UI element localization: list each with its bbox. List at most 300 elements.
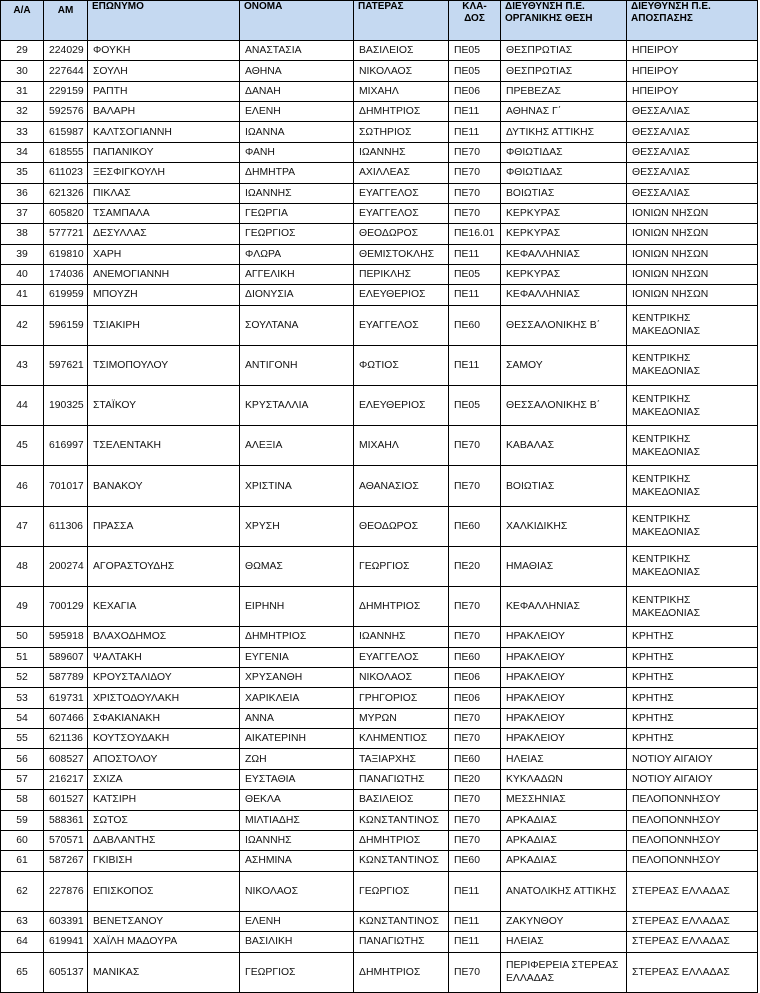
cell-father-name: ΙΩΑΝΝΗΣ: [354, 627, 449, 647]
table-header: [1, 1, 758, 41]
cell-surname: ΤΣΙΜΟΠΟΥΛΟΥ: [88, 345, 240, 385]
cell-registry-number: 619959: [44, 285, 88, 305]
cell-father-name: ΚΩΝΣΤΑΝΤΙΝΟΣ: [354, 911, 449, 931]
cell-surname: ΒΑΛΑΡΗ: [88, 102, 240, 122]
cell-specialty: ΠΕ70: [449, 183, 501, 203]
cell-specialty: ΠΕ70: [449, 729, 501, 749]
table-row: [1, 871, 758, 911]
cell-father-name: ΦΩΤΙΟΣ: [354, 345, 449, 385]
cell-secondment-directorate: ΚΕΝΤΡΙΚΗΣ ΜΑΚΕΔΟΝΙΑΣ: [627, 466, 758, 506]
cell-specialty: ΠΕ70: [449, 790, 501, 810]
cell-secondment-directorate: ΚΕΝΤΡΙΚΗΣ ΜΑΚΕΔΟΝΙΑΣ: [627, 587, 758, 627]
cell-specialty: ΠΕ70: [449, 142, 501, 162]
cell-surname: ΣΟΥΛΗ: [88, 61, 240, 81]
cell-secondment-directorate: ΗΠΕΙΡΟΥ: [627, 41, 758, 61]
table-body: [1, 41, 758, 993]
cell-father-name: ΘΕΟΔΩΡΟΣ: [354, 506, 449, 546]
cell-first-name: ΕΥΣΤΑΘΙΑ: [240, 769, 354, 789]
cell-secondment-directorate: ΚΕΝΤΡΙΚΗΣ ΜΑΚΕΔΟΝΙΑΣ: [627, 426, 758, 466]
cell-first-name: ΧΡΥΣΑΝΘΗ: [240, 668, 354, 688]
header-specialty: ΚΛΑ- ΔΟΣ: [449, 1, 501, 41]
table-row: [1, 466, 758, 506]
cell-home-directorate: ΗΛΕΙΑΣ: [501, 932, 627, 952]
cell-home-directorate: ΔΥΤΙΚΗΣ ΑΤΤΙΚΗΣ: [501, 122, 627, 142]
cell-first-name: ΑΝΝΑ: [240, 708, 354, 728]
cell-home-directorate: ΚΥΚΛΑΔΩΝ: [501, 769, 627, 789]
cell-home-directorate: ΗΡΑΚΛΕΙΟΥ: [501, 627, 627, 647]
cell-registry-number: 174036: [44, 264, 88, 284]
cell-specialty: ΠΕ05: [449, 61, 501, 81]
cell-first-name: ΔΗΜΗΤΡΑ: [240, 163, 354, 183]
cell-row-number: 57: [1, 769, 44, 789]
table-row: [1, 183, 758, 203]
cell-first-name: ΙΩΑΝΝΗΣ: [240, 830, 354, 850]
header-father-name: ΠΑΤΕΡΑΣ: [354, 1, 449, 41]
cell-home-directorate: ΖΑΚΥΝΘΟΥ: [501, 911, 627, 931]
cell-first-name: ΑΓΓΕΛΙΚΗ: [240, 264, 354, 284]
cell-secondment-directorate: ΚΡΗΤΗΣ: [627, 627, 758, 647]
cell-specialty: ΠΕ06: [449, 81, 501, 101]
cell-specialty: ΠΕ70: [449, 708, 501, 728]
cell-surname: ΜΠΟΥΖΗ: [88, 285, 240, 305]
table-row: [1, 749, 758, 769]
cell-father-name: ΜΥΡΩΝ: [354, 708, 449, 728]
cell-surname: ΒΑΝΑΚΟΥ: [88, 466, 240, 506]
cell-registry-number: 200274: [44, 546, 88, 586]
cell-specialty: ΠΕ11: [449, 285, 501, 305]
cell-surname: ΧΑΡΗ: [88, 244, 240, 264]
cell-surname: ΚΕΧΑΓΙΑ: [88, 587, 240, 627]
cell-secondment-directorate: ΝΟΤΙΟΥ ΑΙΓΑΙΟΥ: [627, 769, 758, 789]
header-am: ΑΜ: [44, 1, 88, 41]
header-secondment-directorate: ΔΙΕΥΘΥΝΣΗ Π.Ε. ΑΠΟΣΠΑΣΗΣ: [627, 1, 758, 41]
cell-row-number: 53: [1, 688, 44, 708]
cell-specialty: ΠΕ11: [449, 345, 501, 385]
cell-row-number: 61: [1, 851, 44, 871]
cell-row-number: 32: [1, 102, 44, 122]
cell-home-directorate: ΣΑΜΟΥ: [501, 345, 627, 385]
cell-secondment-directorate: ΚΡΗΤΗΣ: [627, 647, 758, 667]
cell-father-name: ΕΥΑΓΓΕΛΟΣ: [354, 183, 449, 203]
cell-specialty: ΠΕ05: [449, 264, 501, 284]
cell-secondment-directorate: ΚΡΗΤΗΣ: [627, 708, 758, 728]
cell-surname: ΔΑΒΛΑΝΤΗΣ: [88, 830, 240, 850]
cell-registry-number: 619941: [44, 932, 88, 952]
cell-secondment-directorate: ΚΕΝΤΡΙΚΗΣ ΜΑΚΕΔΟΝΙΑΣ: [627, 345, 758, 385]
cell-first-name: ΚΡΥΣΤΑΛΛΙΑ: [240, 386, 354, 426]
cell-home-directorate: ΧΑΛΚΙΔΙΚΗΣ: [501, 506, 627, 546]
cell-first-name: ΒΑΣΙΛΙΚΗ: [240, 932, 354, 952]
cell-secondment-directorate: ΙΟΝΙΩΝ ΝΗΣΩΝ: [627, 285, 758, 305]
table-row: [1, 647, 758, 667]
cell-home-directorate: ΗΛΕΙΑΣ: [501, 749, 627, 769]
cell-first-name: ΕΛΕΝΗ: [240, 102, 354, 122]
cell-father-name: ΠΑΝΑΓΙΩΤΗΣ: [354, 769, 449, 789]
table-row: [1, 790, 758, 810]
cell-surname: ΨΑΛΤΑΚΗ: [88, 647, 240, 667]
cell-first-name: ΣΟΥΛΤΑΝΑ: [240, 305, 354, 345]
cell-registry-number: 596159: [44, 305, 88, 345]
cell-father-name: ΣΩΤΗΡΙΟΣ: [354, 122, 449, 142]
cell-row-number: 37: [1, 203, 44, 223]
cell-specialty: ΠΕ60: [449, 647, 501, 667]
cell-row-number: 50: [1, 627, 44, 647]
cell-father-name: ΜΙΧΑΗΛ: [354, 426, 449, 466]
cell-secondment-directorate: ΣΤΕΡΕΑΣ ΕΛΛΑΔΑΣ: [627, 952, 758, 992]
cell-home-directorate: ΚΕΦΑΛΛΗΝΙΑΣ: [501, 587, 627, 627]
table-row: [1, 587, 758, 627]
cell-father-name: ΝΙΚΟΛΑΟΣ: [354, 61, 449, 81]
cell-surname: ΚΑΛΤΣΟΓΙΑΝΝΗ: [88, 122, 240, 142]
cell-home-directorate: ΑΘΗΝΑΣ Γ΄: [501, 102, 627, 122]
cell-row-number: 52: [1, 668, 44, 688]
cell-first-name: ΔΗΜΗΤΡΙΟΣ: [240, 627, 354, 647]
cell-specialty: ΠΕ11: [449, 911, 501, 931]
cell-surname: ΧΑΪΛΗ ΜΑΔΟΥΡΑ: [88, 932, 240, 952]
cell-home-directorate: ΜΕΣΣΗΝΙΑΣ: [501, 790, 627, 810]
cell-home-directorate: ΘΕΣΣΑΛΟΝΙΚΗΣ Β΄: [501, 386, 627, 426]
cell-surname: ΣΩΤΟΣ: [88, 810, 240, 830]
cell-first-name: ΑΘΗΝΑ: [240, 61, 354, 81]
cell-first-name: ΑΙΚΑΤΕΡΙΝΗ: [240, 729, 354, 749]
table-row: [1, 851, 758, 871]
cell-registry-number: 611023: [44, 163, 88, 183]
cell-registry-number: 216217: [44, 769, 88, 789]
cell-row-number: 63: [1, 911, 44, 931]
cell-registry-number: 577721: [44, 224, 88, 244]
table-row: [1, 244, 758, 264]
cell-registry-number: 587267: [44, 851, 88, 871]
cell-specialty: ΠΕ05: [449, 386, 501, 426]
cell-specialty: ΠΕ70: [449, 426, 501, 466]
table-row: [1, 81, 758, 101]
cell-home-directorate: ΚΕΡΚΥΡΑΣ: [501, 264, 627, 284]
cell-specialty: ΠΕ20: [449, 769, 501, 789]
header-row: [1, 1, 758, 41]
cell-father-name: ΓΕΩΡΓΙΟΣ: [354, 871, 449, 911]
cell-first-name: ΦΑΝΗ: [240, 142, 354, 162]
cell-surname: ΣΤΑΪΚΟΥ: [88, 386, 240, 426]
cell-first-name: ΖΩΗ: [240, 749, 354, 769]
cell-row-number: 41: [1, 285, 44, 305]
cell-row-number: 34: [1, 142, 44, 162]
cell-first-name: ΑΝΤΙΓΟΝΗ: [240, 345, 354, 385]
cell-secondment-directorate: ΙΟΝΙΩΝ ΝΗΣΩΝ: [627, 224, 758, 244]
cell-row-number: 59: [1, 810, 44, 830]
cell-row-number: 54: [1, 708, 44, 728]
cell-row-number: 43: [1, 345, 44, 385]
cell-registry-number: 605137: [44, 952, 88, 992]
cell-registry-number: 605820: [44, 203, 88, 223]
cell-registry-number: 227644: [44, 61, 88, 81]
cell-surname: ΤΣΑΜΠΑΛΑ: [88, 203, 240, 223]
cell-surname: ΕΠΙΣΚΟΠΟΣ: [88, 871, 240, 911]
cell-specialty: ΠΕ20: [449, 546, 501, 586]
cell-home-directorate: ΑΡΚΑΔΙΑΣ: [501, 851, 627, 871]
cell-registry-number: 595918: [44, 627, 88, 647]
header-home-directorate: ΔΙΕΥΘΥΝΣΗ Π.Ε. ΟΡΓΑΝΙΚΗΣ ΘΕΣΗ: [501, 1, 627, 41]
cell-first-name: ΕΥΓΕΝΙΑ: [240, 647, 354, 667]
cell-secondment-directorate: ΗΠΕΙΡΟΥ: [627, 61, 758, 81]
cell-specialty: ΠΕ06: [449, 668, 501, 688]
cell-father-name: ΕΛΕΥΘΕΡΙΟΣ: [354, 386, 449, 426]
cell-surname: ΧΡΙΣΤΟΔΟΥΛΑΚΗ: [88, 688, 240, 708]
cell-father-name: ΑΧΙΛΛΕΑΣ: [354, 163, 449, 183]
cell-father-name: ΔΗΜΗΤΡΙΟΣ: [354, 587, 449, 627]
cell-first-name: ΧΡΙΣΤΙΝΑ: [240, 466, 354, 506]
cell-row-number: 40: [1, 264, 44, 284]
cell-home-directorate: ΦΘΙΩΤΙΔΑΣ: [501, 142, 627, 162]
table-row: [1, 142, 758, 162]
cell-row-number: 47: [1, 506, 44, 546]
cell-surname: ΠΙΚΛΑΣ: [88, 183, 240, 203]
cell-row-number: 60: [1, 830, 44, 850]
table-row: [1, 932, 758, 952]
table-row: [1, 708, 758, 728]
cell-registry-number: 592576: [44, 102, 88, 122]
cell-row-number: 46: [1, 466, 44, 506]
header-surname: ΕΠΩΝΥΜΟ: [88, 1, 240, 41]
cell-father-name: ΑΘΑΝΑΣΙΟΣ: [354, 466, 449, 506]
cell-home-directorate: ΚΕΦΑΛΛΗΝΙΑΣ: [501, 244, 627, 264]
cell-row-number: 42: [1, 305, 44, 345]
cell-secondment-directorate: ΝΟΤΙΟΥ ΑΙΓΑΙΟΥ: [627, 749, 758, 769]
header-aa: Α/Α: [1, 1, 44, 41]
cell-row-number: 35: [1, 163, 44, 183]
cell-father-name: ΝΙΚΟΛΑΟΣ: [354, 668, 449, 688]
cell-first-name: ΓΕΩΡΓΙΟΣ: [240, 952, 354, 992]
cell-surname: ΑΓΟΡΑΣΤΟΥΔΗΣ: [88, 546, 240, 586]
cell-specialty: ΠΕ11: [449, 932, 501, 952]
cell-home-directorate: ΗΡΑΚΛΕΙΟΥ: [501, 668, 627, 688]
cell-registry-number: 608527: [44, 749, 88, 769]
table-row: [1, 122, 758, 142]
cell-first-name: ΘΩΜΑΣ: [240, 546, 354, 586]
cell-specialty: ΠΕ11: [449, 244, 501, 264]
cell-home-directorate: ΗΜΑΘΙΑΣ: [501, 546, 627, 586]
cell-father-name: ΘΕΜΙΣΤΟΚΛΗΣ: [354, 244, 449, 264]
table-row: [1, 830, 758, 850]
cell-surname: ΡΑΠΤΗ: [88, 81, 240, 101]
cell-registry-number: 190325: [44, 386, 88, 426]
cell-home-directorate: ΠΕΡΙΦΕΡΕΙΑ ΣΤΕΡΕΑΣ ΕΛΛΑΔΑΣ: [501, 952, 627, 992]
cell-father-name: ΔΗΜΗΤΡΙΟΣ: [354, 952, 449, 992]
cell-surname: ΠΡΑΣΣΑ: [88, 506, 240, 546]
cell-father-name: ΕΥΑΓΓΕΛΟΣ: [354, 203, 449, 223]
cell-surname: ΦΟΥΚΗ: [88, 41, 240, 61]
cell-secondment-directorate: ΘΕΣΣΑΛΙΑΣ: [627, 142, 758, 162]
cell-secondment-directorate: ΘΕΣΣΑΛΙΑΣ: [627, 102, 758, 122]
table-row: [1, 688, 758, 708]
table-row: [1, 426, 758, 466]
cell-home-directorate: ΘΕΣΠΡΩΤΙΑΣ: [501, 61, 627, 81]
cell-first-name: ΙΩΑΝΝΗΣ: [240, 183, 354, 203]
cell-specialty: ΠΕ11: [449, 122, 501, 142]
header-first-name: ΟΝΟΜΑ: [240, 1, 354, 41]
cell-secondment-directorate: ΠΕΛΟΠΟΝΝΗΣΟΥ: [627, 830, 758, 850]
cell-registry-number: 224029: [44, 41, 88, 61]
cell-first-name: ΧΡΥΣΗ: [240, 506, 354, 546]
cell-father-name: ΚΩΝΣΤΑΝΤΙΝΟΣ: [354, 810, 449, 830]
cell-father-name: ΕΥΑΓΓΕΛΟΣ: [354, 647, 449, 667]
cell-row-number: 58: [1, 790, 44, 810]
cell-specialty: ΠΕ70: [449, 587, 501, 627]
cell-secondment-directorate: ΠΕΛΟΠΟΝΝΗΣΟΥ: [627, 810, 758, 830]
table-row: [1, 61, 758, 81]
cell-home-directorate: ΘΕΣΠΡΩΤΙΑΣ: [501, 41, 627, 61]
cell-home-directorate: ΚΕΡΚΥΡΑΣ: [501, 203, 627, 223]
cell-surname: ΞΕΣΦΙΓΚΟΥΛΗ: [88, 163, 240, 183]
cell-home-directorate: ΗΡΑΚΛΕΙΟΥ: [501, 729, 627, 749]
cell-father-name: ΔΗΜΗΤΡΙΟΣ: [354, 102, 449, 122]
cell-row-number: 30: [1, 61, 44, 81]
cell-row-number: 45: [1, 426, 44, 466]
table-row: [1, 546, 758, 586]
cell-home-directorate: ΚΑΒΑΛΑΣ: [501, 426, 627, 466]
cell-home-directorate: ΑΝΑΤΟΛΙΚΗΣ ΑΤΤΙΚΗΣ: [501, 871, 627, 911]
cell-specialty: ΠΕ16.01: [449, 224, 501, 244]
cell-row-number: 36: [1, 183, 44, 203]
cell-row-number: 62: [1, 871, 44, 911]
cell-secondment-directorate: ΠΕΛΟΠΟΝΝΗΣΟΥ: [627, 790, 758, 810]
table-row: [1, 769, 758, 789]
cell-first-name: ΜΙΛΤΙΑΔΗΣ: [240, 810, 354, 830]
cell-surname: ΠΑΠΑΝΙΚΟΥ: [88, 142, 240, 162]
cell-home-directorate: ΗΡΑΚΛΕΙΟΥ: [501, 708, 627, 728]
cell-row-number: 51: [1, 647, 44, 667]
cell-first-name: ΑΣΗΜΙΝΑ: [240, 851, 354, 871]
cell-row-number: 65: [1, 952, 44, 992]
cell-specialty: ΠΕ60: [449, 305, 501, 345]
cell-row-number: 38: [1, 224, 44, 244]
cell-first-name: ΑΝΑΣΤΑΣΙΑ: [240, 41, 354, 61]
cell-surname: ΓΚΙΒΙΣΗ: [88, 851, 240, 871]
cell-secondment-directorate: ΙΟΝΙΩΝ ΝΗΣΩΝ: [627, 264, 758, 284]
cell-row-number: 64: [1, 932, 44, 952]
cell-registry-number: 621326: [44, 183, 88, 203]
cell-secondment-directorate: ΚΕΝΤΡΙΚΗΣ ΜΑΚΕΔΟΝΙΑΣ: [627, 506, 758, 546]
cell-home-directorate: ΚΕΦΑΛΛΗΝΙΑΣ: [501, 285, 627, 305]
table-row: [1, 102, 758, 122]
table-row: [1, 952, 758, 992]
cell-registry-number: 616997: [44, 426, 88, 466]
cell-surname: ΚΑΤΣΙΡΗ: [88, 790, 240, 810]
cell-father-name: ΙΩΑΝΝΗΣ: [354, 142, 449, 162]
table-row: [1, 386, 758, 426]
cell-first-name: ΑΛΕΞΙΑ: [240, 426, 354, 466]
cell-specialty: ΠΕ70: [449, 830, 501, 850]
cell-registry-number: 607466: [44, 708, 88, 728]
cell-father-name: ΚΛΗΜΕΝΤΙΟΣ: [354, 729, 449, 749]
cell-specialty: ΠΕ70: [449, 627, 501, 647]
cell-secondment-directorate: ΣΤΕΡΕΑΣ ΕΛΛΑΔΑΣ: [627, 932, 758, 952]
cell-surname: ΣΧΙΖΑ: [88, 769, 240, 789]
cell-specialty: ΠΕ05: [449, 41, 501, 61]
cell-secondment-directorate: ΣΤΕΡΕΑΣ ΕΛΛΑΔΑΣ: [627, 911, 758, 931]
cell-registry-number: 229159: [44, 81, 88, 101]
cell-home-directorate: ΚΕΡΚΥΡΑΣ: [501, 224, 627, 244]
table-row: [1, 163, 758, 183]
cell-father-name: ΠΕΡΙΚΛΗΣ: [354, 264, 449, 284]
cell-specialty: ΠΕ70: [449, 810, 501, 830]
table-row: [1, 264, 758, 284]
cell-specialty: ΠΕ70: [449, 466, 501, 506]
cell-surname: ΚΡΟΥΣΤΑΛΙΔΟΥ: [88, 668, 240, 688]
cell-father-name: ΔΗΜΗΤΡΙΟΣ: [354, 830, 449, 850]
table-row: [1, 729, 758, 749]
cell-surname: ΤΣΕΛΕΝΤΑΚΗ: [88, 426, 240, 466]
cell-surname: ΣΦΑΚΙΑΝΑΚΗ: [88, 708, 240, 728]
cell-row-number: 44: [1, 386, 44, 426]
cell-row-number: 56: [1, 749, 44, 769]
cell-secondment-directorate: ΚΡΗΤΗΣ: [627, 668, 758, 688]
cell-first-name: ΔΑΝΑΗ: [240, 81, 354, 101]
cell-row-number: 31: [1, 81, 44, 101]
cell-home-directorate: ΘΕΣΣΑΛΟΝΙΚΗΣ Β΄: [501, 305, 627, 345]
cell-registry-number: 587789: [44, 668, 88, 688]
cell-specialty: ΠΕ70: [449, 203, 501, 223]
cell-secondment-directorate: ΗΠΕΙΡΟΥ: [627, 81, 758, 101]
cell-father-name: ΤΑΞΙΑΡΧΗΣ: [354, 749, 449, 769]
table-row: [1, 810, 758, 830]
cell-father-name: ΚΩΝΣΤΑΝΤΙΝΟΣ: [354, 851, 449, 871]
cell-secondment-directorate: ΚΡΗΤΗΣ: [627, 729, 758, 749]
cell-registry-number: 588361: [44, 810, 88, 830]
cell-surname: ΑΠΟΣΤΟΛΟΥ: [88, 749, 240, 769]
table-row: [1, 203, 758, 223]
cell-father-name: ΠΑΝΑΓΙΩΤΗΣ: [354, 932, 449, 952]
cell-registry-number: 227876: [44, 871, 88, 911]
cell-father-name: ΒΑΣΙΛΕΙΟΣ: [354, 41, 449, 61]
cell-secondment-directorate: ΘΕΣΣΑΛΙΑΣ: [627, 183, 758, 203]
cell-first-name: ΔΙΟΝΥΣΙΑ: [240, 285, 354, 305]
cell-registry-number: 619731: [44, 688, 88, 708]
table-row: [1, 345, 758, 385]
cell-secondment-directorate: ΚΡΗΤΗΣ: [627, 688, 758, 708]
cell-registry-number: 601527: [44, 790, 88, 810]
cell-registry-number: 621136: [44, 729, 88, 749]
table-row: [1, 627, 758, 647]
cell-father-name: ΓΕΩΡΓΙΟΣ: [354, 546, 449, 586]
cell-registry-number: 700129: [44, 587, 88, 627]
cell-home-directorate: ΑΡΚΑΔΙΑΣ: [501, 810, 627, 830]
cell-surname: ΚΟΥΤΣΟΥΔΑΚΗ: [88, 729, 240, 749]
cell-surname: ΑΝΕΜΟΓΙΑΝΝΗ: [88, 264, 240, 284]
cell-row-number: 33: [1, 122, 44, 142]
cell-secondment-directorate: ΙΟΝΙΩΝ ΝΗΣΩΝ: [627, 203, 758, 223]
cell-father-name: ΓΡΗΓΟΡΙΟΣ: [354, 688, 449, 708]
cell-registry-number: 701017: [44, 466, 88, 506]
cell-registry-number: 615987: [44, 122, 88, 142]
cell-specialty: ΠΕ60: [449, 851, 501, 871]
cell-surname: ΤΣΙΑΚΙΡΗ: [88, 305, 240, 345]
cell-specialty: ΠΕ60: [449, 506, 501, 546]
cell-secondment-directorate: ΘΕΣΣΑΛΙΑΣ: [627, 163, 758, 183]
cell-first-name: ΘΕΚΛΑ: [240, 790, 354, 810]
cell-home-directorate: ΦΘΙΩΤΙΔΑΣ: [501, 163, 627, 183]
table-row: [1, 506, 758, 546]
cell-first-name: ΓΕΩΡΓΙΑ: [240, 203, 354, 223]
cell-secondment-directorate: ΠΕΛΟΠΟΝΝΗΣΟΥ: [627, 851, 758, 871]
cell-row-number: 39: [1, 244, 44, 264]
cell-father-name: ΒΑΣΙΛΕΙΟΣ: [354, 790, 449, 810]
cell-row-number: 49: [1, 587, 44, 627]
cell-home-directorate: ΗΡΑΚΛΕΙΟΥ: [501, 647, 627, 667]
cell-registry-number: 589607: [44, 647, 88, 667]
cell-home-directorate: ΒΟΙΩΤΙΑΣ: [501, 183, 627, 203]
cell-home-directorate: ΠΡΕΒΕΖΑΣ: [501, 81, 627, 101]
cell-first-name: ΧΑΡΙΚΛΕΙΑ: [240, 688, 354, 708]
